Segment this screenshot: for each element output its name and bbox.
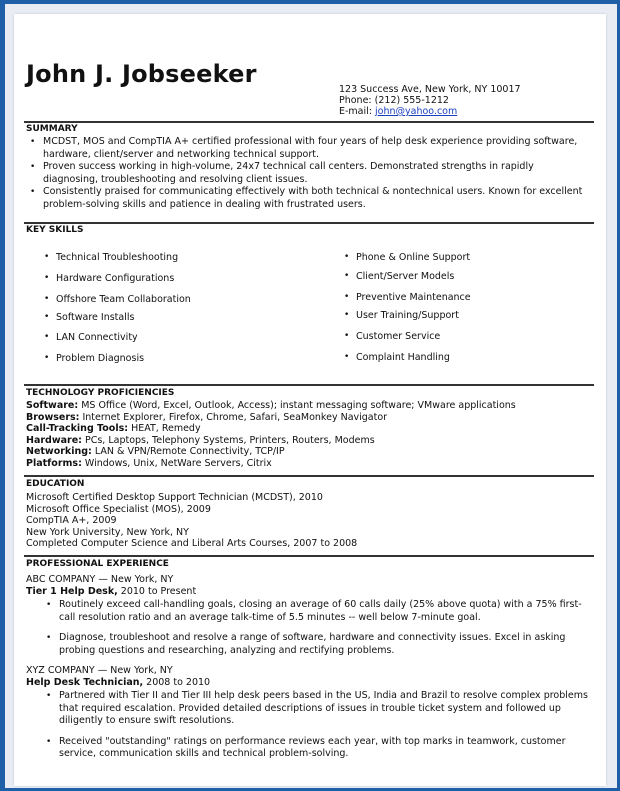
skill-item: • Phone & Online Support [342, 252, 470, 263]
tech-label: Browsers: [26, 411, 80, 423]
job-company: XYZ COMPANY — New York, NY [26, 665, 173, 676]
contact-phone: Phone: (212) 555-1212 [339, 95, 449, 106]
job-role: Help Desk Technician, [26, 677, 144, 688]
section-divider [24, 555, 594, 557]
contact-block [339, 84, 521, 117]
tech-row [26, 412, 516, 424]
section-divider [24, 121, 594, 123]
tech-value: LAN & VPN/Remote Connectivity, TCP/IP [91, 446, 285, 458]
skill-item: • Preventive Maintenance [342, 292, 471, 303]
skills-title: KEY SKILLS [26, 225, 84, 235]
summary-item: • MCDST, MOS and CompTIA A+ certified professional with four years of help desk experience providing software, hardware, client/server and networking technical support. [26, 136, 586, 161]
skill-item: • Software Installs [42, 312, 134, 323]
tech-value: Windows, Unix, NetWare Servers, Citrix [81, 457, 272, 469]
skill-item: • Hardware Configurations [42, 273, 174, 284]
resume-page [14, 14, 606, 786]
skill-item: • Client/Server Models [342, 271, 454, 282]
section-divider [24, 475, 594, 477]
tech-row [26, 435, 516, 447]
summary-list [26, 136, 586, 211]
tech-label: Call-Tracking Tools: [26, 423, 129, 435]
job-bullet: • Partnered with Tier II and Tier III help desk peers based in the US, India and Brazil to resolve complex problems that required escalation. Provided detailed descriptions of issues in trouble ticket system and followed up diligently to ensure swift resolutions. [42, 690, 592, 728]
job-dates: 2008 to 2010 [143, 677, 211, 688]
section-divider [24, 222, 594, 224]
tech-label: Networking: [26, 446, 92, 458]
job-role: Tier 1 Help Desk, [26, 586, 118, 597]
tech-value: HEAT, Remedy [128, 423, 201, 435]
job-bullets [42, 599, 592, 657]
skill-item: • Complaint Handling [342, 352, 450, 363]
tech-row [26, 458, 516, 470]
education-line: Microsoft Office Specialist (MOS), 2009 [26, 503, 211, 515]
education-title: EDUCATION [26, 479, 85, 489]
contact-email-row [339, 106, 521, 117]
summary-title: SUMMARY [26, 124, 78, 134]
tech-value: PCs, Laptops, Telephony Systems, Printers, Routers, Modems [81, 434, 375, 446]
candidate-name: John J. Jobseeker [26, 60, 257, 88]
tech-title: TECHNOLOGY PROFICIENCIES [26, 388, 175, 398]
tech-row [26, 423, 516, 435]
job-bullet: • Diagnose, troubleshoot and resolve a range of software, hardware and connectivity issues. Excel in asking probing questions and researching, analyzing and rectifying problems. [42, 632, 592, 657]
job-bullets [42, 690, 592, 761]
skill-item: • User Training/Support [342, 310, 459, 321]
job-company: ABC COMPANY — New York, NY [26, 574, 174, 585]
job-title [26, 586, 196, 597]
contact-email-link[interactable]: john@yahoo.com [375, 106, 458, 117]
summary-item: • Proven success working in high-volume, 24x7 technical call centers. Demonstrated strengths in rapidly diagnosing, troubleshooting and resolving client issues. [26, 161, 586, 186]
job-bullet: • Received "outstanding" ratings on performance reviews each year, with top marks in teamwork, customer service, communication skills and technical problem-solving. [42, 736, 592, 761]
tech-row [26, 446, 516, 458]
skill-item: • Offshore Team Collaboration [42, 294, 191, 305]
job-bullet: • Routinely exceed call-handling goals, closing an average of 60 calls daily (25% above quota) with a 75% first-call resolution ratio and an average talk-time of 5.5 minutes -- well below 7-minute goal. [42, 599, 592, 624]
experience-title: PROFESSIONAL EXPERIENCE [26, 559, 169, 569]
contact-address: 123 Success Ave, New York, NY 10017 [339, 84, 521, 95]
tech-value: MS Office (Word, Excel, Outlook, Access); instant messaging software; VMware applications [78, 400, 516, 411]
job-title [26, 677, 210, 688]
tech-row [26, 400, 516, 412]
education-line: CompTIA A+, 2009 [26, 515, 117, 527]
job-dates: 2010 to Present [117, 586, 197, 597]
skill-item: • Problem Diagnosis [42, 353, 144, 364]
education-line: Microsoft Certified Desktop Support Technician (MCDST), 2010 [26, 492, 323, 503]
summary-item: • Consistently praised for communicating effectively with both technical & nontechnical users. Known for excellent problem-solving skills and patience in dealing with frustrated users. [26, 186, 586, 211]
skill-item: • LAN Connectivity [42, 332, 138, 343]
tech-label: Software: [26, 400, 79, 411]
skill-item: • Technical Troubleshooting [42, 252, 178, 263]
education-list [26, 492, 357, 550]
tech-list [26, 400, 516, 470]
education-line: New York University, New York, NY [26, 526, 189, 538]
skill-item: • Customer Service [342, 331, 440, 342]
contact-email-label: E-mail: [339, 106, 376, 117]
tech-label: Platforms: [26, 457, 82, 469]
tech-label: Hardware: [26, 434, 82, 446]
section-divider [24, 384, 594, 386]
tech-value: Internet Explorer, Firefox, Chrome, Safari, SeaMonkey Navigator [79, 411, 388, 423]
education-line: Completed Computer Science and Liberal Arts Courses, 2007 to 2008 [26, 538, 358, 550]
